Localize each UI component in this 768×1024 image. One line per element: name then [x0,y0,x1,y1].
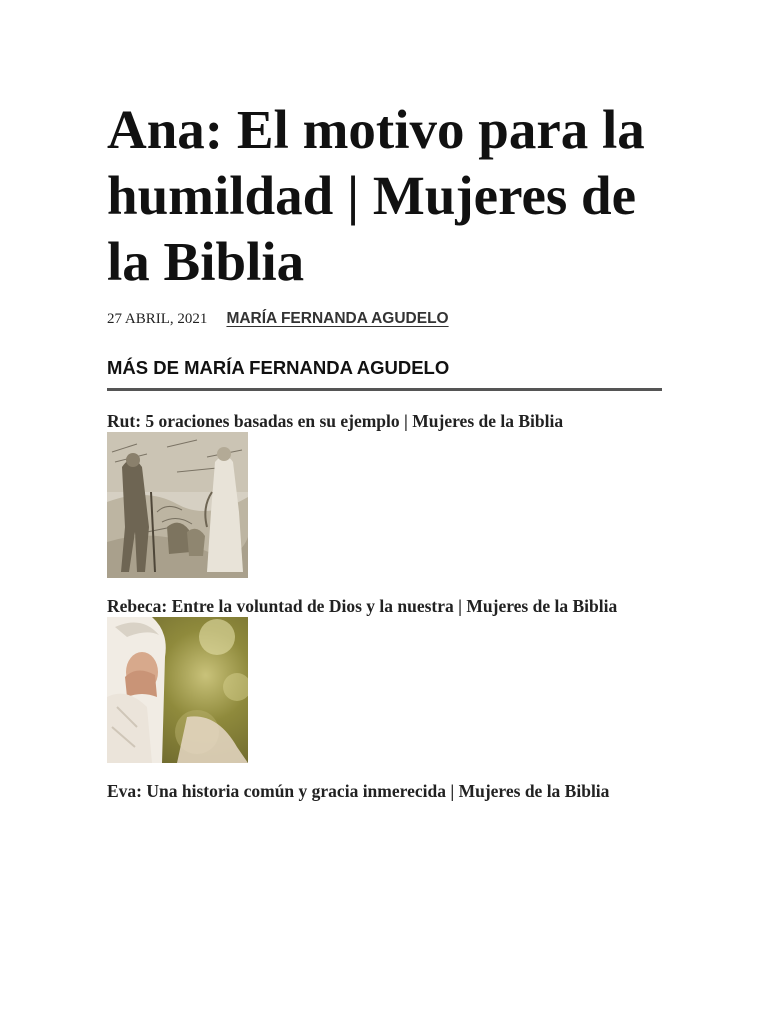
section-divider [107,388,662,391]
related-article-thumbnail-rut[interactable] [107,432,248,578]
engraving-illustration [107,432,248,578]
article-meta [107,308,449,330]
related-article-title-rut[interactable]: Rut: 5 oraciones basadas en su ejemplo | Mujeres de la Biblia [107,411,564,431]
related-article-title-eva[interactable]: Eva: Una historia común y gracia inmerecida | Mujeres de la Biblia [107,781,610,801]
page-title: Ana: El motivo para la humildad | Mujeres de la Biblia [107,99,645,292]
veiled-woman-photo [107,617,248,763]
related-article-thumbnail-rebeca[interactable] [107,617,248,763]
related-article-title-rebeca[interactable]: Rebeca: Entre la voluntad de Dios y la nuestra | Mujeres de la Biblia [107,596,618,616]
publish-date: 27 ABRIL, 2021 [107,310,208,327]
more-from-author-heading: MÁS DE MARÍA FERNANDA AGUDELO [107,357,450,378]
author-link[interactable]: MARÍA FERNANDA AGUDELO [226,310,449,327]
